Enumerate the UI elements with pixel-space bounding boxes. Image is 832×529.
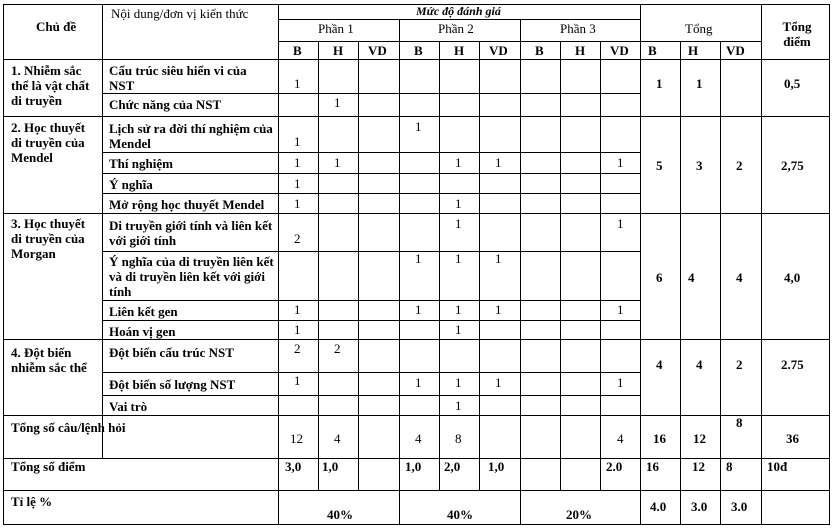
summary-diem-p2-h: 2,0 [444,459,461,474]
col-p2-h: H [454,43,465,58]
cell-r12-p2-h: 1 [455,375,462,390]
col-p1-vd: VD [368,43,387,58]
cell-r9-p2-b: 1 [415,302,422,317]
content-thi-nghiem: Thí nghiệm [109,156,173,171]
header-tong-diem: Tổng điểm [782,19,812,49]
summary-tile-label: Tỉ lệ % [11,494,53,509]
cell-r8-p2-h: 1 [455,251,462,266]
summary-diem-b: 16 [646,459,659,474]
total-t2-h: 3 [696,158,703,173]
summary-diem-label: Tổng số điểm [11,459,86,474]
summary-diem-p2-b: 1,0 [405,459,422,474]
content-cau-truc-nst: Cấu trúc siêu hiển vi của NST [109,63,247,93]
summary-diem-p1-h: 1,0 [322,459,339,474]
content-dot-bien-so-luong: Đột biến số lượng NST [109,377,236,392]
content-lien-ket-gen: Liên kết gen [109,304,178,319]
content-y-nghia: Ý nghĩa [109,177,153,192]
summary-diem-total: 10đ [767,459,788,474]
col-p1-b: B [293,43,302,58]
total-t3-diem: 4,0 [784,270,801,285]
content-di-truyen-gioi-tinh: Di truyền giới tính và liên kết với giới tính [109,218,273,248]
summary-cau-p3-vd: 4 [617,431,624,446]
total-t4-b: 4 [656,357,663,372]
total-t2-vd: 2 [736,158,743,173]
col-p3-b: B [535,43,544,58]
cell-r11-p1-b: 2 [294,341,301,356]
cell-r1-p1-b: 1 [294,76,301,91]
header-noi-dung: Nội dung/đơn vị kiến thức [111,6,249,21]
total-t2-diem: 2,75 [781,158,804,173]
summary-diem-p1-b: 3,0 [285,459,302,474]
cell-r7-p1-b: 2 [294,231,301,246]
cell-r3-p2-b: 1 [415,119,422,134]
col-p3-vd: VD [610,43,629,58]
summary-cau-p2-b: 4 [415,431,422,446]
content-hoan-vi-gen: Hoán vị gen [109,324,176,339]
header-tong: Tổng [685,21,713,36]
col-p1-h: H [333,43,344,58]
col-p2-b: B [414,43,423,58]
cell-r13-p2-h: 1 [455,398,462,413]
cell-r8-p2-vd: 1 [495,251,502,266]
cell-r9-p2-h: 1 [455,302,462,317]
summary-tile-p2: 40% [447,507,473,522]
summary-cau-total: 36 [786,431,799,446]
total-t1-h: 1 [696,76,703,91]
summary-cau-h: 12 [693,431,706,446]
cell-r4-p1-b: 1 [294,155,301,170]
total-t2-b: 5 [656,158,663,173]
total-t4-h: 4 [696,357,703,372]
topic-4: 4. Đột biến nhiễm sắc thể [11,345,87,375]
content-dot-bien-cau-truc: Đột biến cấu trúc NST [109,345,234,360]
cell-r4-p2-h: 1 [455,155,462,170]
cell-r9-p2-vd: 1 [495,302,502,317]
summary-diem-p2-vd: 1,0 [488,459,505,474]
cell-r6-p1-b: 1 [294,196,301,211]
total-t3-vd: 4 [736,270,743,285]
cell-r12-p2-b: 1 [415,375,422,390]
content-lich-su-mendel: Lịch sử ra đời thí nghiệm của Mendel [109,121,273,151]
total-t4-vd: 2 [736,357,743,372]
summary-tile-h: 3.0 [691,499,708,514]
cell-r5-p1-b: 1 [294,176,301,191]
cell-r7-p3-vd: 1 [617,216,624,231]
col-p2-vd: VD [489,43,508,58]
summary-cau-vd: 8 [736,415,743,430]
cell-r4-p1-h: 1 [334,155,341,170]
topic-1: 1. Nhiễm sắc thể là vật chất di truyền [11,63,90,108]
summary-cau-p1-h: 4 [334,431,341,446]
cell-r4-p3-vd: 1 [617,155,624,170]
header-muc-do: Mức độ đánh giá [416,4,501,18]
cell-r6-p2-h: 1 [455,196,462,211]
cell-r10-p1-b: 1 [294,322,301,337]
topic-2: 2. Học thuyết di truyền của Mendel [11,120,86,165]
content-mo-rong-mendel: Mở rộng học thuyết Mendel [109,197,265,212]
cell-r12-p2-vd: 1 [495,375,502,390]
total-t4-diem: 2.75 [781,357,804,372]
summary-cau-label: Tổng số câu/lệnh hỏi [11,420,126,435]
cell-r4-p2-vd: 1 [495,155,502,170]
content-y-nghia-lien-ket: Ý nghĩa của di truyền liên kết và di truyền liên kết với giới tính [109,254,274,299]
cell-r12-p3-vd: 1 [617,375,624,390]
cell-r10-p2-h: 1 [455,322,462,337]
header-phan-1: Phần 1 [318,21,354,36]
summary-tile-p3: 20% [566,507,592,522]
col-tong-vd: VD [726,43,745,58]
summary-cau-p1-b: 12 [290,431,303,446]
topic-3: 3. Học thuyết di truyền của Morgan [11,216,86,261]
summary-tile-b: 4.0 [650,499,667,514]
total-t1-b: 1 [656,76,663,91]
content-vai-tro: Vai trò [109,399,148,414]
cell-r8-p2-b: 1 [415,251,422,266]
summary-cau-p2-h: 8 [455,431,462,446]
summary-tile-vd: 3.0 [731,499,748,514]
cell-r12-p1-b: 1 [294,373,301,388]
col-tong-b: B [648,43,657,58]
total-t3-b: 6 [656,270,663,285]
summary-cau-b: 16 [653,431,666,446]
summary-diem-vd: 8 [726,459,733,474]
summary-tile-p1: 40% [327,507,353,522]
cell-r11-p1-h: 2 [334,341,341,356]
header-phan-3: Phần 3 [560,21,596,36]
col-tong-h: H [688,43,699,58]
total-t3-h: 4 [688,270,695,285]
cell-r7-p2-h: 1 [455,216,462,231]
cell-r3-p1-b: 1 [294,134,301,149]
summary-diem-h: 12 [692,459,705,474]
content-chuc-nang-nst: Chức năng của NST [109,97,222,112]
header-phan-2: Phần 2 [438,21,474,36]
cell-r9-p1-b: 1 [294,302,301,317]
col-p3-h: H [575,43,586,58]
total-t1-diem: 0,5 [784,76,801,91]
summary-diem-p3-vd: 2.0 [606,459,623,474]
header-chu-de: Chủ đề [36,19,77,34]
cell-r9-p3-vd: 1 [617,302,624,317]
cell-r2-p1-h: 1 [334,95,341,110]
